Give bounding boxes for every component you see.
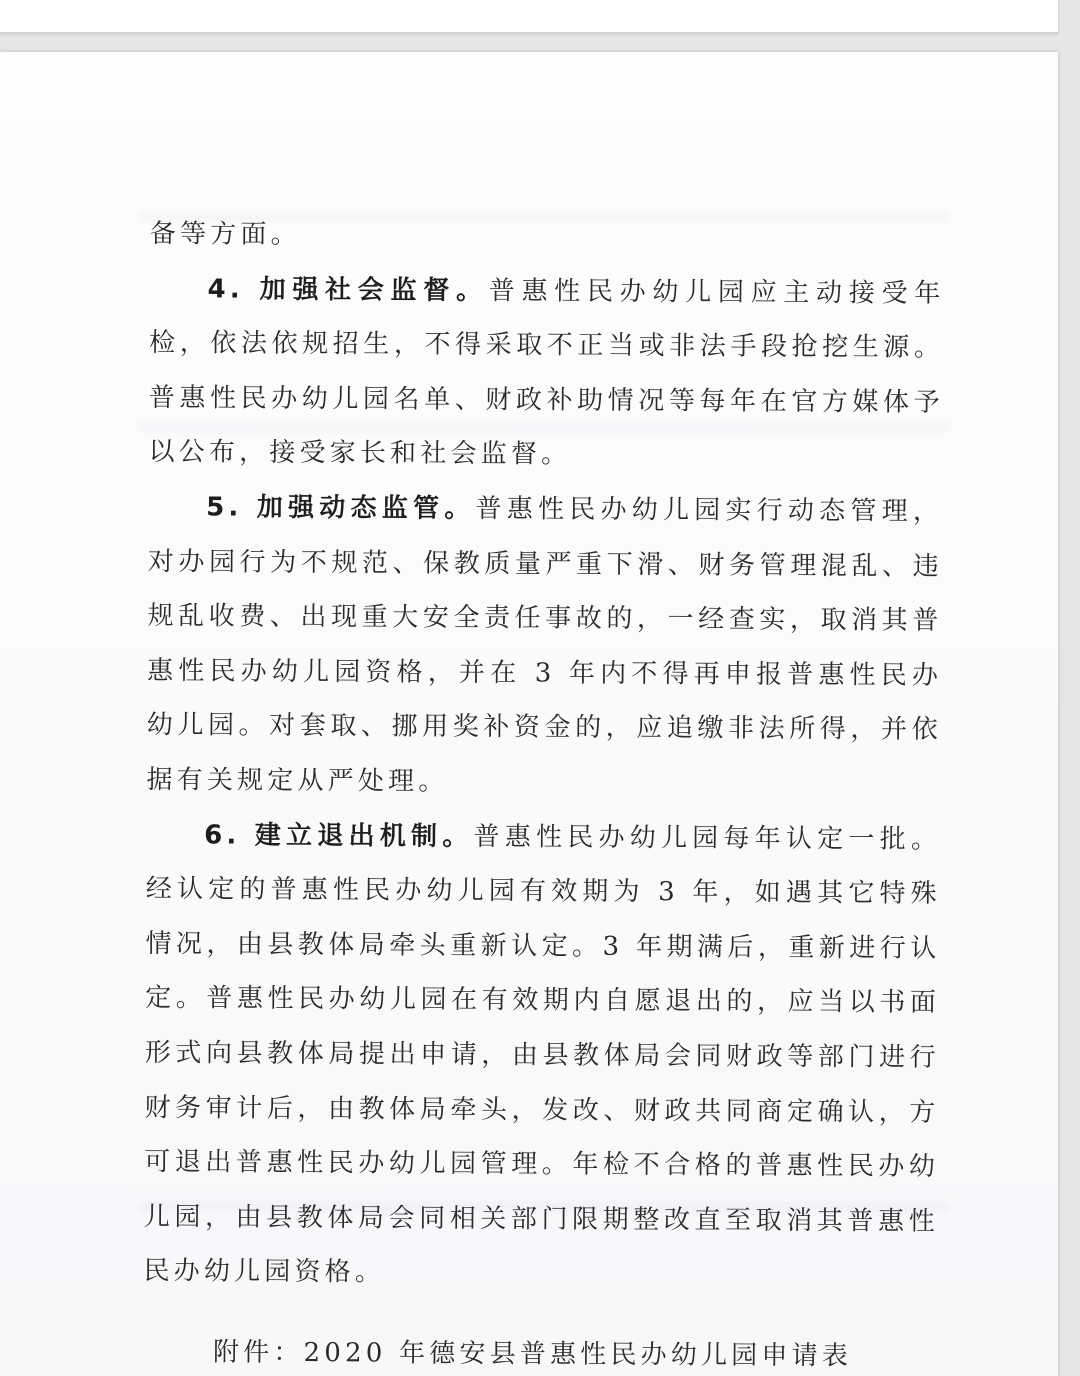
paragraph-body: 普惠性民办幼儿园实行动态管理，对办园行为不规范、保教质量严重下滑、财务管理混乱、违规乱收费、出现重大安全责任事故的，一经查实，取消其普惠性民办幼儿园资格，并在 3 年内不得再申报普惠性民办幼儿园。对套取、挪用奖补资金的，应追缴非法所得，并依据有关规定从严处理。 (146, 493, 944, 797)
attachment-line: 附件：2020 年德安县普惠性民办幼儿园申请表 (212, 1337, 853, 1372)
paragraph-body: 备等方面。 (149, 218, 301, 250)
document-page (0, 52, 1058, 1376)
paragraph-heading: 4. 加强社会监督。 (207, 273, 489, 306)
paragraph-body: 普惠性民办幼儿园每年认定一批。经认定的普惠性民办幼儿园有效期为 3 年，如遇其它特殊情况，由县教体局牵头重新认定。3 年期满后，重新进行认定。普惠性民办幼儿园在有效期内自愿退出的，应当以书面形式向县教体局提出申请，由县教体局会同财政等部门进行财务审计后，由教体局牵头，发改、财政共同商定确认，方可退出普惠性民办幼儿园管理。年检不合格的普惠性民办幼儿园，由县教体局会同相关部门限期整改直至取消其普惠性民办幼儿园资格。 (143, 821, 942, 1288)
paragraph-body: 普惠性民办幼儿园应主动接受年检，依法依规招生，不得采取不正当或非法手段抢挖生源。普惠性民办幼儿园名单、财政补助情况等每年在官方媒体予以公布，接受家长和社会监督。 (148, 275, 945, 470)
paragraph-dynamic-supervision (146, 480, 943, 812)
document-text (143, 207, 945, 1376)
paragraph-heading: 6. 建立退出机制。 (204, 819, 474, 852)
paragraph-social-supervision (148, 262, 944, 485)
paragraph-continuation (150, 207, 945, 266)
paragraph-heading: 5. 加强动态监管。 (206, 492, 476, 524)
paragraph-exit-mechanism (143, 808, 941, 1304)
previous-page-edge (0, 0, 1058, 33)
